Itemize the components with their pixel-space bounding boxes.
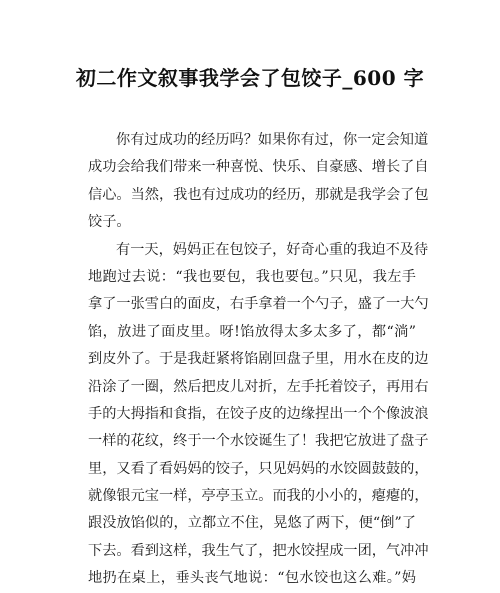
text-line: 下去。看到这样，我生气了，把水饺捏成一团，气冲冲 <box>88 542 429 559</box>
paragraph-1 <box>88 127 429 237</box>
text-line: 跟没放馅似的，立都立不住，晃悠了两下，便“倒”了 <box>88 515 416 532</box>
text-line: 成功会给我们带来一种喜悦、快乐、自豪感、增长了自 <box>88 159 429 176</box>
text-line: 地跑过去说：“我也要包，我也要包。”只见，我左手 <box>88 268 416 285</box>
text-line: 沿涂了一圈，然后把皮儿对折，左手托着饺子，再用右 <box>88 378 429 395</box>
text-line: 馅，放进了面皮里。呀!馅放得太多太多了，都“淌” <box>88 323 416 340</box>
paragraph-2 <box>88 237 429 593</box>
text-line: 到皮外了。于是我赶紧将馅剧回盘子里，用水在皮的边 <box>88 351 429 368</box>
text-line: 有一天，妈妈正在包饺子，好奇心重的我迫不及待 <box>116 241 429 258</box>
text-line: 一样的花纹，终于一个水饺诞生了！我把它放进了盘子 <box>88 433 429 450</box>
text-line: 里，又看了看妈妈的饺子，只见妈妈的水饺圆鼓鼓的， <box>88 460 429 477</box>
text-line: 你有过成功的经历吗？如果你有过，你一定会知道 <box>116 132 429 148</box>
document-body <box>88 127 429 593</box>
text-line: 信心。当然，我也有过成功的经历，那就是我学会了包 <box>88 186 429 203</box>
text-line: 拿了一张雪白的面皮，右手拿着一个勺子，盛了一大勺 <box>88 296 429 313</box>
text-line: 地扔在桌上，垂头丧气地说：“包水饺也这么难。”妈 <box>88 570 416 587</box>
text-line: 就像银元宝一样，亭亭玉立。而我的小小的，瘪瘪的， <box>88 488 429 505</box>
document-title: 初二作文叙事我学会了包饺子_600 字 <box>75 66 425 90</box>
text-line: 手的大拇指和食指，在饺子皮的边缘捏出一个个像波浪 <box>88 405 429 422</box>
text-line: 饺子。 <box>88 214 131 231</box>
